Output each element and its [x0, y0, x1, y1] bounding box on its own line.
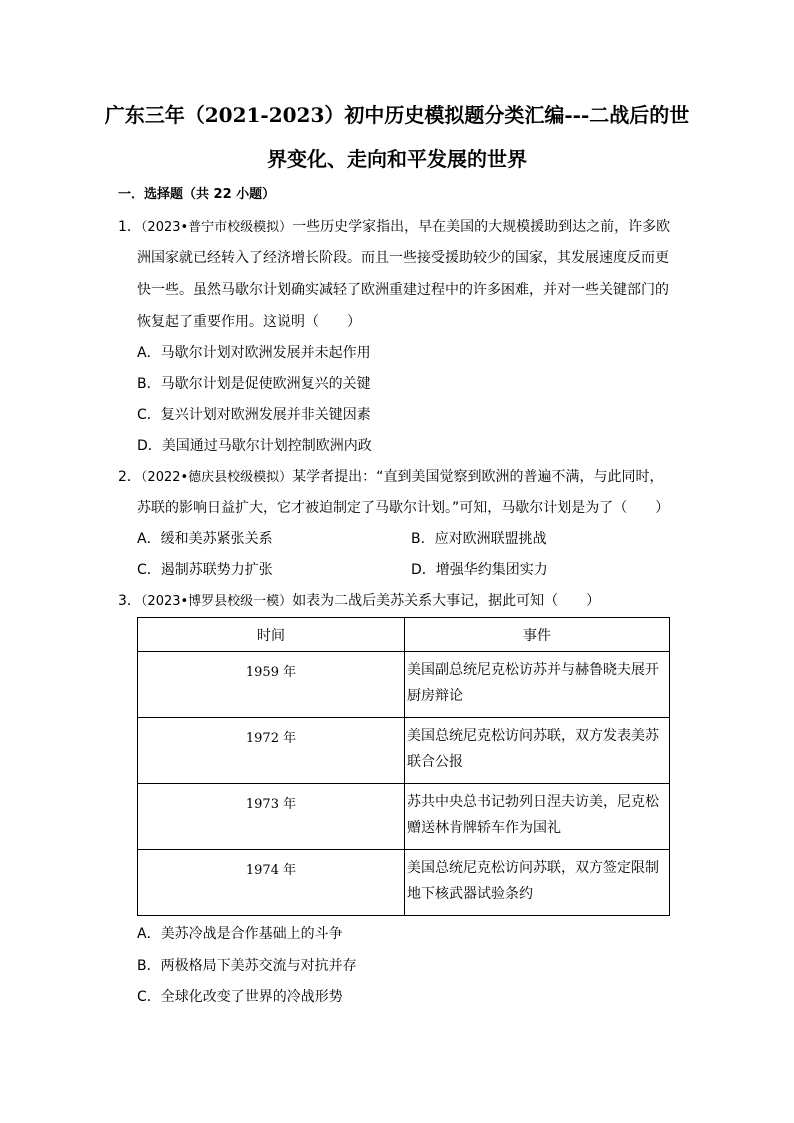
question-2-option-d: D．增强华约集团实力: [411, 562, 548, 578]
section-heading: 一．选择题（共 22 小题）: [118, 187, 276, 202]
question-2-option-a: A．缓和美苏紧张关系: [137, 531, 273, 547]
question-3-line-1: [118, 592, 600, 611]
table-cell-event: 苏共中央总书记勃列日涅夫访美，尼克松赠送林肯牌轿车作为国礼: [405, 784, 670, 850]
question-text: 如表为二战后美苏关系大事记，据此可知（ ）: [292, 593, 601, 609]
question-1-option-d: D．美国通过马歇尔计划控制欧洲内政: [137, 438, 372, 454]
question-1-line-2: 洲国家就已经转入了经济增长阶段。而且一些接受援助较少的国家，其发展速度反而更: [137, 250, 669, 266]
question-2-line-2: 苏联的影响日益扩大，它才被迫制定了马歇尔计划。”可知，马歇尔计划是为了（ ）: [137, 500, 670, 516]
table-row: [138, 784, 670, 850]
table-row: [138, 718, 670, 784]
document-title-line-1: 广东三年（2021-2023）初中历史模拟题分类汇编---二战后的世: [104, 103, 690, 127]
question-1-option-c: C．复兴计划对欧洲发展并非关键因素: [137, 407, 371, 423]
table-header-row: [138, 618, 670, 652]
table-cell-event: 美国总统尼克松访问苏联，双方签定限制地下核武器试验条约: [405, 850, 670, 916]
table-cell-year: 1974 年: [138, 850, 405, 916]
question-1-line-1: [118, 218, 670, 237]
question-text: 某学者提出：“直到美国觉察到欧洲的普遍不满，与此同时，: [292, 469, 664, 485]
question-3-option-c: C．全球化改变了世界的冷战形势: [137, 989, 343, 1005]
question-2-option-c: C．遏制苏联势力扩张: [137, 562, 273, 578]
question-3-option-a: A．美苏冷战是合作基础上的斗争: [137, 926, 343, 942]
table-row: [138, 850, 670, 916]
question-number: 3．: [118, 593, 141, 609]
question-2-option-b: B．应对欧洲联盟挑战: [411, 531, 547, 547]
events-table: [137, 617, 670, 916]
table-cell-year: 1959 年: [138, 652, 405, 718]
question-number: 1．: [118, 219, 141, 235]
question-1-line-4: 恢复起了重要作用。这说明（ ）: [137, 314, 361, 330]
question-3-option-b: B．两极格局下美苏交流与对抗并存: [137, 958, 357, 974]
table-row: [138, 652, 670, 718]
question-1-option-b: B．马歇尔计划是促使欧洲复兴的关键: [137, 376, 371, 392]
question-1-option-a: A．马歇尔计划对欧洲发展并未起作用: [137, 345, 371, 361]
table-cell-event: 美国副总统尼克松访苏并与赫鲁晓夫展开厨房辩论: [405, 652, 670, 718]
table-cell-year: 1973 年: [138, 784, 405, 850]
question-number: 2．: [118, 469, 141, 485]
question-source: （2023•普宁市校级模拟）: [140, 220, 293, 235]
table-header-time: 时间: [138, 618, 405, 652]
question-2-line-1: [118, 468, 663, 487]
question-1-line-3: 快一些。虽然马歇尔计划确实减轻了欧洲重建过程中的许多困难，并对一些关键部门的: [137, 282, 669, 298]
table-cell-event: 美国总统尼克松访问苏联，双方发表美苏联合公报: [405, 718, 670, 784]
question-source: （2023•博罗县校级一模）: [140, 594, 293, 609]
table-cell-year: 1972 年: [138, 718, 405, 784]
document-title-line-2: 界变化、走向和平发展的世界: [267, 147, 527, 171]
question-source: （2022•德庆县校级模拟）: [140, 470, 293, 485]
question-text: 一些历史学家指出，早在美国的大规模援助到达之前，许多欧: [292, 219, 671, 235]
table-header-event: 事件: [405, 618, 670, 652]
